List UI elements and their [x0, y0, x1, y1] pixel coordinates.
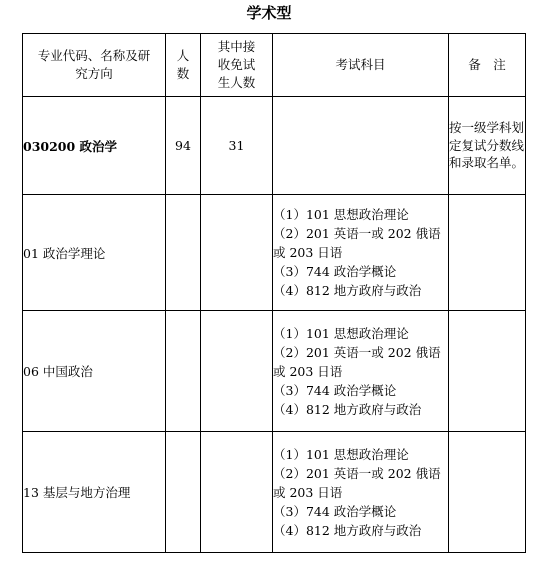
exam-subject: （4）812 地方政府与政治 — [273, 401, 422, 417]
remark — [449, 195, 526, 311]
exam-subjects — [273, 432, 449, 553]
header-row — [23, 34, 526, 97]
enroll-count: 94 — [166, 97, 201, 195]
exempt-count — [201, 195, 273, 311]
exam-subjects — [273, 311, 449, 432]
exam-subject: （3）744 政治学概论 — [273, 264, 397, 279]
exam-subject: （3）744 政治学概论 — [273, 382, 397, 398]
exam-subject: （1）101 思想政治理论 — [273, 207, 409, 222]
enroll-count — [166, 311, 201, 432]
admission-table — [22, 33, 526, 553]
exam-subject: （3）744 政治学概论 — [273, 503, 397, 519]
direction-name: 13 基层与地方治理 — [23, 432, 166, 553]
header-subjects: 考试科目 — [273, 34, 449, 97]
exempt-count — [201, 432, 273, 553]
exam-subjects — [273, 97, 449, 195]
enroll-count — [166, 432, 201, 553]
direction-name: 01 政治学理论 — [23, 195, 166, 311]
major-name: 030200 政治学 — [23, 97, 166, 195]
table-row — [23, 97, 526, 195]
header-remarks: 备 注 — [449, 34, 526, 97]
exam-subject: （2）201 英语一或 202 俄语或 203 日语 — [273, 226, 441, 260]
page-title: 学术型 — [246, 4, 292, 22]
exam-subjects — [273, 195, 449, 311]
exam-subject: （4）812 地方政府与政治 — [273, 283, 422, 298]
exempt-count — [201, 311, 273, 432]
remark: 按一级学科划定复试分数线和录取名单。 — [449, 97, 526, 195]
header-major: 专业代码、名称及研究方向 — [23, 34, 166, 97]
exam-subject: （2）201 英语一或 202 俄语或 203 日语 — [273, 344, 441, 379]
remark — [449, 311, 526, 432]
exam-subject: （4）812 地方政府与政治 — [273, 522, 422, 538]
exempt-count: 31 — [201, 97, 273, 195]
exam-subject: （1）101 思想政治理论 — [273, 446, 409, 462]
exam-subject: （2）201 英语一或 202 俄语或 203 日语 — [273, 465, 441, 500]
header-exempt: 其中接收免试生人数 — [201, 34, 273, 97]
direction-name: 06 中国政治 — [23, 311, 166, 432]
header-enroll: 人数 — [166, 34, 201, 97]
table-row — [23, 195, 526, 311]
table-row — [23, 311, 526, 432]
exam-subject: （1）101 思想政治理论 — [273, 325, 409, 341]
remark — [449, 432, 526, 553]
enroll-count — [166, 195, 201, 311]
table-row — [23, 432, 526, 553]
